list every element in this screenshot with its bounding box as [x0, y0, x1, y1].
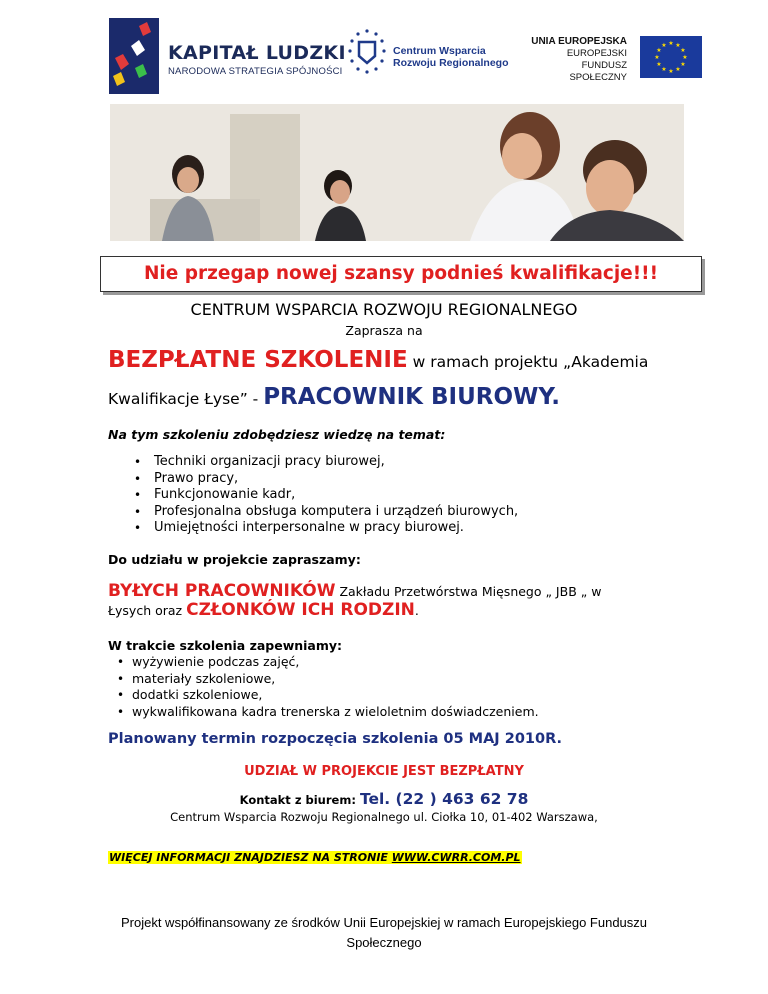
topics-heading: Na tym szkoleniu zdobędziesz wiedzę na temat:: [108, 427, 446, 442]
photo-illustration: [110, 104, 684, 241]
funding-footer: [0, 913, 768, 953]
list-item: • wyżywienie podczas zajęć,: [108, 654, 539, 671]
list-item: • Funkcjonowanie kadr,: [128, 487, 518, 504]
footer-line-2: Społecznego: [346, 935, 422, 950]
svg-text:★: ★: [661, 42, 667, 49]
topics-list: [128, 454, 518, 537]
family-label: CZŁONKÓW ICH RODZIN: [186, 600, 415, 620]
cwrr-line-2: Rozwoju Regionalnego: [393, 57, 509, 69]
eu-line-1: UNIA EUROPEJSKA: [531, 36, 627, 47]
list-item: • Umiejętności interpersonalne w pracy biurowej.: [128, 520, 518, 537]
organization-name: CENTRUM WSPARCIA ROZWOJU REGIONALNEGO: [190, 300, 578, 319]
list-item: • dodatki szkoleniowe,: [108, 687, 539, 704]
former-workers-tail: Zakładu Przetwórstwa Mięsnego „ JBB „ w: [335, 584, 602, 599]
kapital-ludzki-subtitle: NARODOWA STRATEGIA SPÓJNOŚCI: [168, 66, 343, 77]
website-link[interactable]: WWW.CWRR.COM.PL: [391, 851, 521, 864]
list-item: • wykwalifikowana kadra trenerska z wieloletnim doświadczeniem.: [108, 704, 539, 721]
cwrr-emblem-icon: [345, 26, 389, 86]
kapital-ludzki-logo: [109, 18, 159, 94]
list-item: • materiały szkoleniowe,: [108, 671, 539, 688]
project-line: [108, 384, 560, 410]
position-title: PRACOWNIK BIUROWY.: [263, 384, 560, 410]
svg-text:★: ★: [654, 54, 660, 61]
svg-text:★: ★: [661, 66, 667, 73]
list-item: • Profesjonalna obsługa komputera i urządzeń biurowych,: [128, 504, 518, 521]
list-item: • Prawo pracy,: [128, 471, 518, 488]
kapital-ludzki-title: KAPITAŁ LUDZKI: [168, 42, 346, 64]
eu-logo-text: [529, 36, 627, 84]
office-address: Centrum Wsparcia Rozwoju Regionalnego ul. Ciołka 10, 01-402 Warszawa,: [170, 810, 598, 824]
project-continuation: Kwalifikacje Łyse” -: [108, 390, 264, 408]
list-item: • Techniki organizacji pracy biurowej,: [128, 454, 518, 471]
svg-text:★: ★: [668, 68, 674, 75]
headline-banner: [100, 256, 702, 292]
former-workers-line: [108, 581, 601, 601]
eu-line-2: EUROPEJSKI: [566, 48, 627, 59]
family-line: [108, 600, 419, 620]
eu-line-3: FUNDUSZ SPOŁECZNY: [569, 60, 627, 83]
former-workers-label: BYŁYCH PRACOWNIKÓW: [108, 581, 336, 601]
free-participation-note: UDZIAŁ W PROJEKCIE JEST BEZPŁATNY: [244, 764, 524, 779]
phone-number: Tel. (22 ) 463 62 78: [359, 790, 529, 808]
headline-text: Nie przegap nowej szansy podnieś kwalifikacje!!!: [143, 263, 659, 284]
more-info-text: WIĘCEJ INFORMACJI ZNAJDZIESZ NA STRONIE: [109, 851, 392, 864]
svg-text:★: ★: [668, 40, 674, 47]
office-team-photo: [110, 104, 684, 241]
more-info-line: [108, 851, 522, 864]
logo-header: [0, 14, 768, 104]
svg-text:★: ★: [682, 54, 688, 61]
kapital-ludzki-text: [168, 42, 346, 77]
provide-heading: W trakcie szkolenia zapewniamy:: [108, 638, 343, 653]
family-lead: Łysych oraz: [108, 603, 187, 618]
planned-start-date: Planowany termin rozpoczęcia szkolenia 05 MAJ 2010R.: [108, 731, 563, 747]
svg-text:★: ★: [680, 47, 686, 54]
svg-text:★: ★: [675, 66, 681, 73]
free-training-line: [108, 347, 648, 373]
svg-text:★: ★: [675, 42, 681, 49]
invitation-heading: Do udziału w projekcie zapraszamy:: [108, 552, 361, 567]
svg-text:★: ★: [656, 61, 662, 68]
svg-text:★: ★: [656, 47, 662, 54]
invites-text: Zaprasza na: [345, 323, 423, 338]
footer-line-1: Projekt współfinansowany ze środków Unii Europejskiej w ramach Europejskiego Funduszu: [120, 915, 648, 930]
free-training-tail: w ramach projektu „Akademia: [407, 353, 649, 371]
contact-label: Kontakt z biurem:: [239, 793, 360, 807]
eu-flag-icon: [640, 36, 702, 78]
svg-text:★: ★: [680, 61, 686, 68]
cwrr-logo-text: [393, 45, 509, 69]
family-tail: .: [414, 603, 419, 618]
provide-list: [108, 654, 539, 720]
cwrr-line-1: Centrum Wsparcia: [393, 45, 486, 57]
free-training-title: BEZPŁATNE SZKOLENIE: [108, 347, 408, 373]
contact-line: [0, 790, 768, 808]
